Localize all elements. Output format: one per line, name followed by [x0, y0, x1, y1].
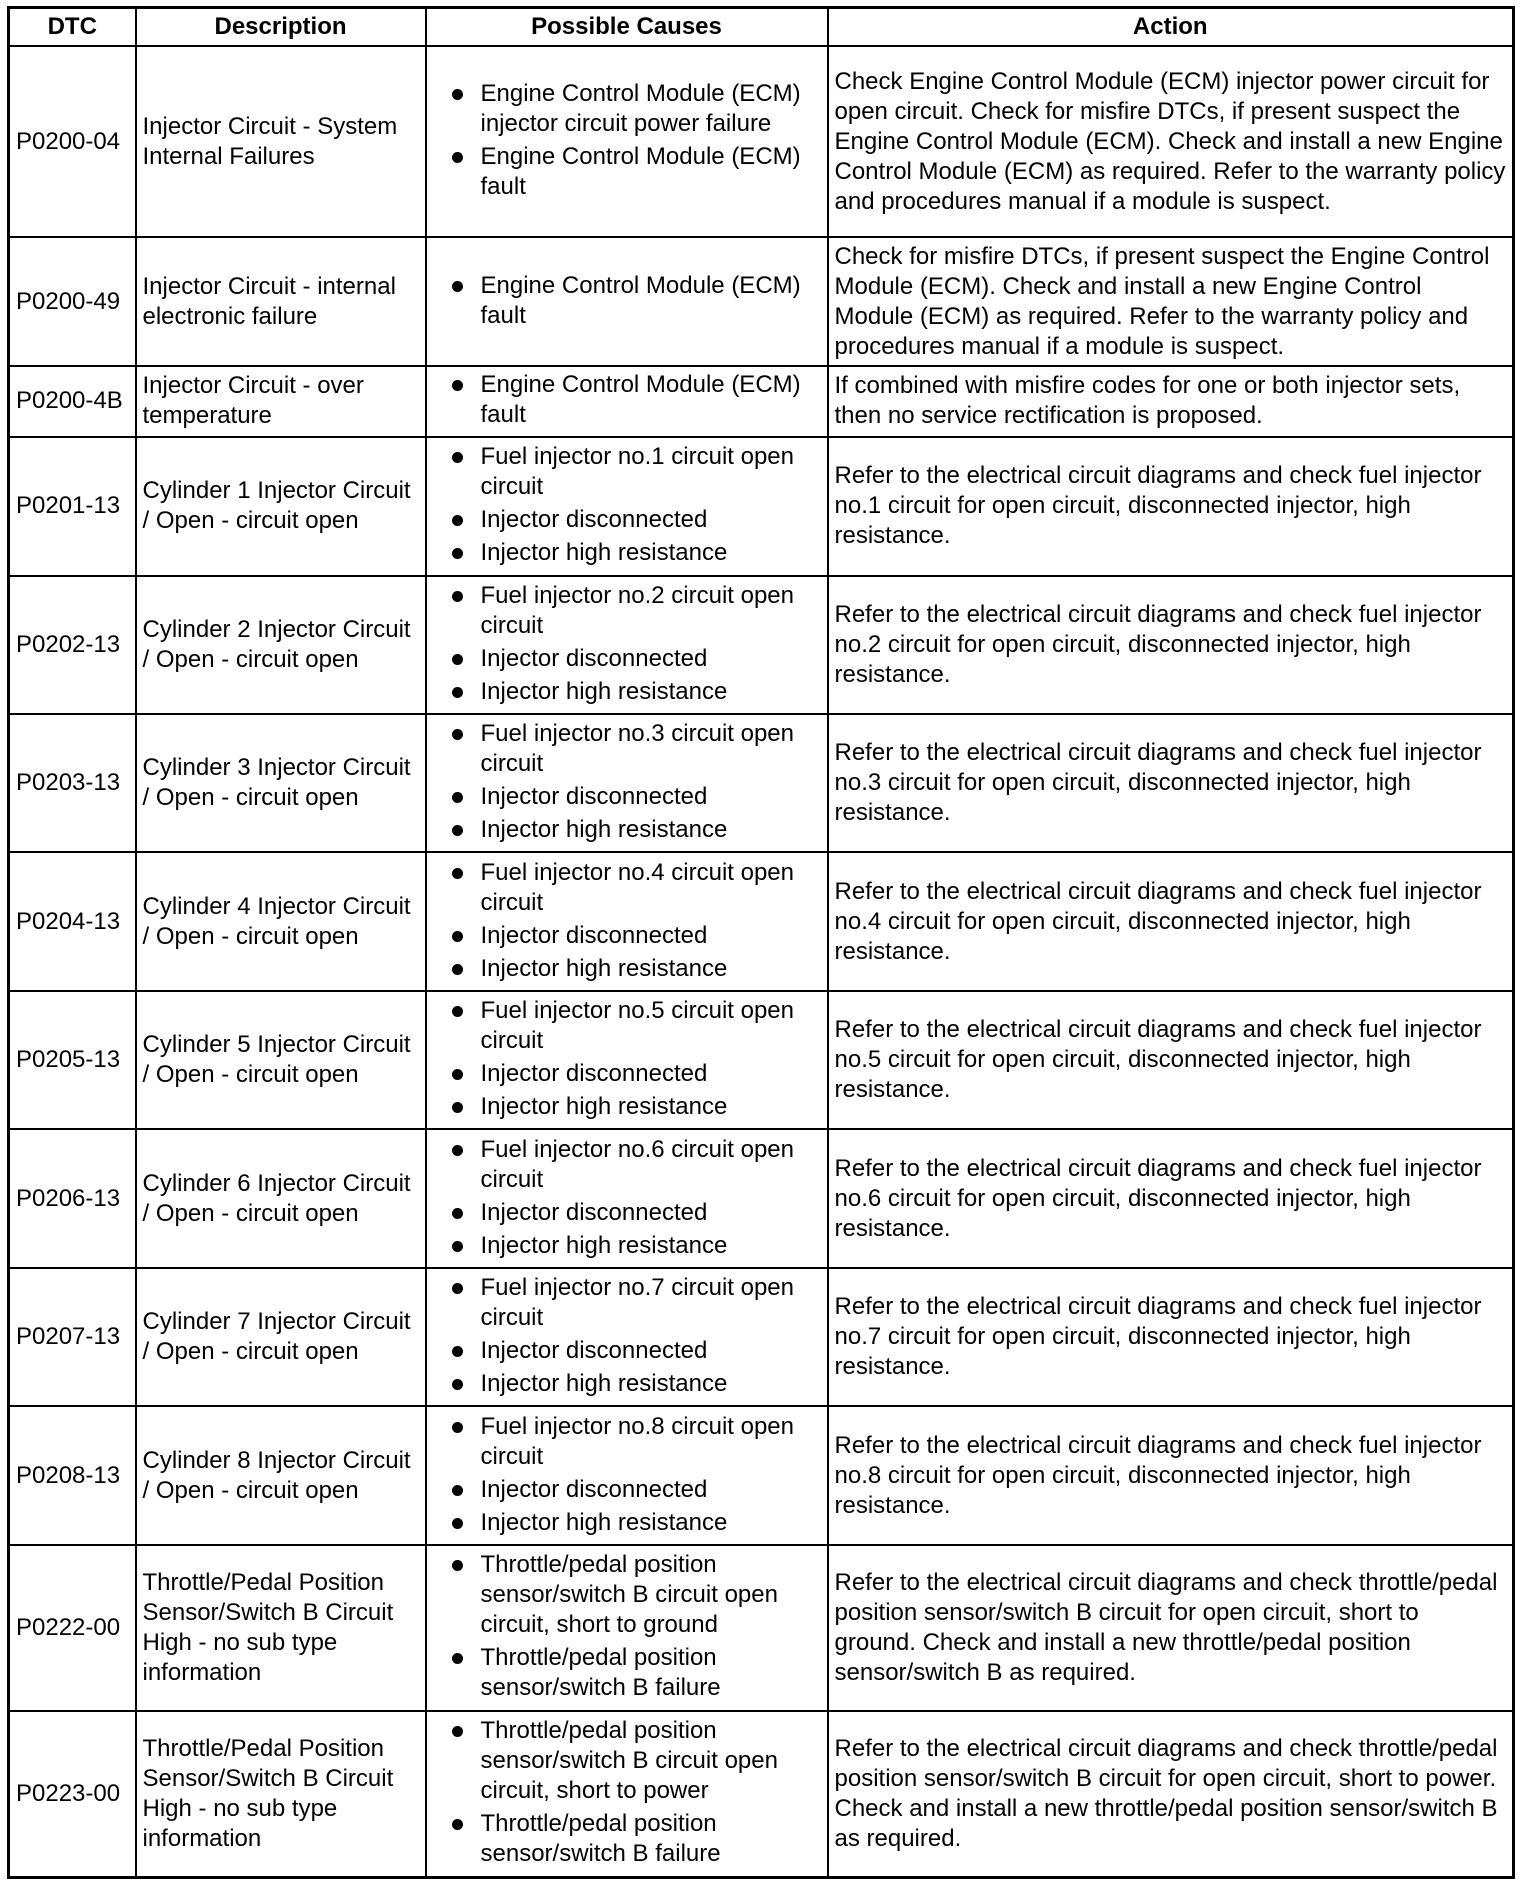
table-row: [9, 1711, 1514, 1878]
possible-cause-item: Fuel injector no.6 circuit open circuit: [433, 1135, 821, 1195]
possible-causes-list: [433, 79, 821, 202]
dtc-description: Injector Circuit - internal electronic failure: [136, 237, 426, 365]
possible-causes-list: [433, 1716, 821, 1869]
possible-cause-item: Engine Control Module (ECM) injector circuit power failure: [433, 79, 821, 139]
dtc-table: [7, 6, 1515, 1879]
possible-causes-cell: [426, 1711, 828, 1878]
dtc-action: Refer to the electrical circuit diagrams and check throttle/pedal position sensor/switch B circuit for open circuit, short to ground. Check and install a new throttle/pedal position sensor/switch B as required.: [828, 1545, 1514, 1711]
possible-cause-item: Injector disconnected: [433, 505, 821, 535]
dtc-code: P0208-13: [9, 1406, 136, 1544]
possible-causes-list: [433, 719, 821, 845]
table-row: [9, 237, 1514, 365]
dtc-action: Refer to the electrical circuit diagrams and check fuel injector no.3 circuit for open circuit, disconnected injector, high resistance.: [828, 714, 1514, 852]
possible-cause-item: Injector high resistance: [433, 677, 821, 707]
possible-cause-item: Injector disconnected: [433, 782, 821, 812]
header-description: Description: [136, 8, 426, 47]
dtc-action: Check for misfire DTCs, if present suspect the Engine Control Module (ECM). Check and install a new Engine Control Module (ECM) as required. Refer to the warranty policy and procedures manual if a module is suspect.: [828, 237, 1514, 365]
possible-cause-item: Throttle/pedal position sensor/switch B circuit open circuit, short to ground: [433, 1550, 821, 1640]
dtc-code: P0200-49: [9, 237, 136, 365]
header-action: Action: [828, 8, 1514, 47]
possible-cause-item: Injector disconnected: [433, 1198, 821, 1228]
dtc-action: Refer to the electrical circuit diagrams and check fuel injector no.8 circuit for open circuit, disconnected injector, high resistance.: [828, 1406, 1514, 1544]
possible-cause-item: Fuel injector no.2 circuit open circuit: [433, 581, 821, 641]
dtc-code: P0207-13: [9, 1268, 136, 1406]
dtc-description: Cylinder 2 Injector Circuit / Open - circuit open: [136, 576, 426, 714]
possible-cause-item: Injector high resistance: [433, 1508, 821, 1538]
possible-cause-item: Engine Control Module (ECM) fault: [433, 271, 821, 331]
dtc-code: P0200-4B: [9, 366, 136, 437]
possible-cause-item: Throttle/pedal position sensor/switch B circuit open circuit, short to power: [433, 1716, 821, 1806]
possible-causes-list: [433, 1412, 821, 1538]
possible-cause-item: Injector high resistance: [433, 954, 821, 984]
possible-causes-cell: [426, 437, 828, 575]
table-row: [9, 366, 1514, 437]
table-row: [9, 1406, 1514, 1544]
dtc-action: Refer to the electrical circuit diagrams and check throttle/pedal position sensor/switch B circuit for open circuit, short to power. Check and install a new throttle/pedal position sensor/switch B as required.: [828, 1711, 1514, 1878]
table-row: [9, 576, 1514, 714]
possible-causes-cell: [426, 46, 828, 237]
dtc-code: P0202-13: [9, 576, 136, 714]
dtc-code: P0222-00: [9, 1545, 136, 1711]
dtc-action: Refer to the electrical circuit diagrams and check fuel injector no.4 circuit for open circuit, disconnected injector, high resistance.: [828, 852, 1514, 990]
possible-causes-cell: [426, 1545, 828, 1711]
possible-cause-item: Fuel injector no.4 circuit open circuit: [433, 858, 821, 918]
dtc-code: P0205-13: [9, 991, 136, 1129]
dtc-description: Cylinder 7 Injector Circuit / Open - circuit open: [136, 1268, 426, 1406]
header-possible-causes: Possible Causes: [426, 8, 828, 47]
possible-causes-list: [433, 581, 821, 707]
possible-cause-item: Injector disconnected: [433, 1059, 821, 1089]
possible-causes-cell: [426, 714, 828, 852]
dtc-code: P0206-13: [9, 1129, 136, 1267]
table-row: [9, 437, 1514, 575]
header-row: [9, 8, 1514, 47]
dtc-description: Cylinder 3 Injector Circuit / Open - circuit open: [136, 714, 426, 852]
possible-cause-item: Fuel injector no.5 circuit open circuit: [433, 996, 821, 1056]
dtc-description: Cylinder 4 Injector Circuit / Open - circuit open: [136, 852, 426, 990]
dtc-description: Throttle/Pedal Position Sensor/Switch B Circuit High - no sub type information: [136, 1545, 426, 1711]
dtc-code: P0200-04: [9, 46, 136, 237]
dtc-description: Throttle/Pedal Position Sensor/Switch B Circuit High - no sub type information: [136, 1711, 426, 1878]
possible-causes-list: [433, 1550, 821, 1703]
dtc-action: Refer to the electrical circuit diagrams and check fuel injector no.7 circuit for open circuit, disconnected injector, high resistance.: [828, 1268, 1514, 1406]
possible-causes-list: [433, 1273, 821, 1399]
dtc-action: Check Engine Control Module (ECM) injector power circuit for open circuit. Check for misfire DTCs, if present suspect the Engine Control Module (ECM). Check and install a new Engine Control Module (ECM) as required. Refer to the warranty policy and procedures manual if a module is suspect.: [828, 46, 1514, 237]
possible-causes-cell: [426, 1406, 828, 1544]
table-row: [9, 1129, 1514, 1267]
possible-causes-cell: [426, 237, 828, 365]
dtc-code: P0203-13: [9, 714, 136, 852]
possible-cause-item: Engine Control Module (ECM) fault: [433, 370, 821, 430]
dtc-code: P0201-13: [9, 437, 136, 575]
possible-cause-item: Injector disconnected: [433, 644, 821, 674]
possible-cause-item: Injector disconnected: [433, 1336, 821, 1366]
table-row: [9, 714, 1514, 852]
possible-cause-item: Throttle/pedal position sensor/switch B failure: [433, 1643, 821, 1703]
dtc-action: Refer to the electrical circuit diagrams and check fuel injector no.2 circuit for open circuit, disconnected injector, high resistance.: [828, 576, 1514, 714]
dtc-description: Injector Circuit - over temperature: [136, 366, 426, 437]
possible-cause-item: Injector high resistance: [433, 1092, 821, 1122]
dtc-action: Refer to the electrical circuit diagrams and check fuel injector no.6 circuit for open circuit, disconnected injector, high resistance.: [828, 1129, 1514, 1267]
possible-causes-list: [433, 370, 821, 430]
dtc-code: P0223-00: [9, 1711, 136, 1878]
possible-causes-cell: [426, 852, 828, 990]
possible-causes-cell: [426, 366, 828, 437]
possible-causes-list: [433, 996, 821, 1122]
dtc-description: Cylinder 1 Injector Circuit / Open - circuit open: [136, 437, 426, 575]
possible-cause-item: Injector high resistance: [433, 1369, 821, 1399]
dtc-action: If combined with misfire codes for one or both injector sets, then no service rectification is proposed.: [828, 366, 1514, 437]
possible-cause-item: Throttle/pedal position sensor/switch B failure: [433, 1809, 821, 1869]
possible-causes-cell: [426, 576, 828, 714]
table-row: [9, 852, 1514, 990]
possible-cause-item: Fuel injector no.7 circuit open circuit: [433, 1273, 821, 1333]
possible-cause-item: Injector high resistance: [433, 538, 821, 568]
possible-cause-item: Injector disconnected: [433, 1475, 821, 1505]
possible-cause-item: Engine Control Module (ECM) fault: [433, 142, 821, 202]
dtc-description: Cylinder 8 Injector Circuit / Open - circuit open: [136, 1406, 426, 1544]
header-dtc: DTC: [9, 8, 136, 47]
dtc-description: Injector Circuit - System Internal Failures: [136, 46, 426, 237]
possible-cause-item: Fuel injector no.3 circuit open circuit: [433, 719, 821, 779]
dtc-description: Cylinder 6 Injector Circuit / Open - circuit open: [136, 1129, 426, 1267]
possible-causes-list: [433, 442, 821, 568]
possible-causes-list: [433, 858, 821, 984]
table-row: [9, 1545, 1514, 1711]
dtc-action: Refer to the electrical circuit diagrams and check fuel injector no.1 circuit for open circuit, disconnected injector, high resistance.: [828, 437, 1514, 575]
possible-causes-list: [433, 1135, 821, 1261]
possible-cause-item: Injector high resistance: [433, 1231, 821, 1261]
table-row: [9, 991, 1514, 1129]
possible-cause-item: Injector disconnected: [433, 921, 821, 951]
possible-cause-item: Injector high resistance: [433, 815, 821, 845]
possible-cause-item: Fuel injector no.1 circuit open circuit: [433, 442, 821, 502]
dtc-description: Cylinder 5 Injector Circuit / Open - circuit open: [136, 991, 426, 1129]
table-row: [9, 1268, 1514, 1406]
possible-causes-cell: [426, 1129, 828, 1267]
possible-causes-cell: [426, 991, 828, 1129]
dtc-action: Refer to the electrical circuit diagrams and check fuel injector no.5 circuit for open circuit, disconnected injector, high resistance.: [828, 991, 1514, 1129]
possible-causes-list: [433, 271, 821, 331]
possible-cause-item: Fuel injector no.8 circuit open circuit: [433, 1412, 821, 1472]
dtc-code: P0204-13: [9, 852, 136, 990]
possible-causes-cell: [426, 1268, 828, 1406]
table-body: [9, 46, 1514, 1878]
table-row: [9, 46, 1514, 237]
